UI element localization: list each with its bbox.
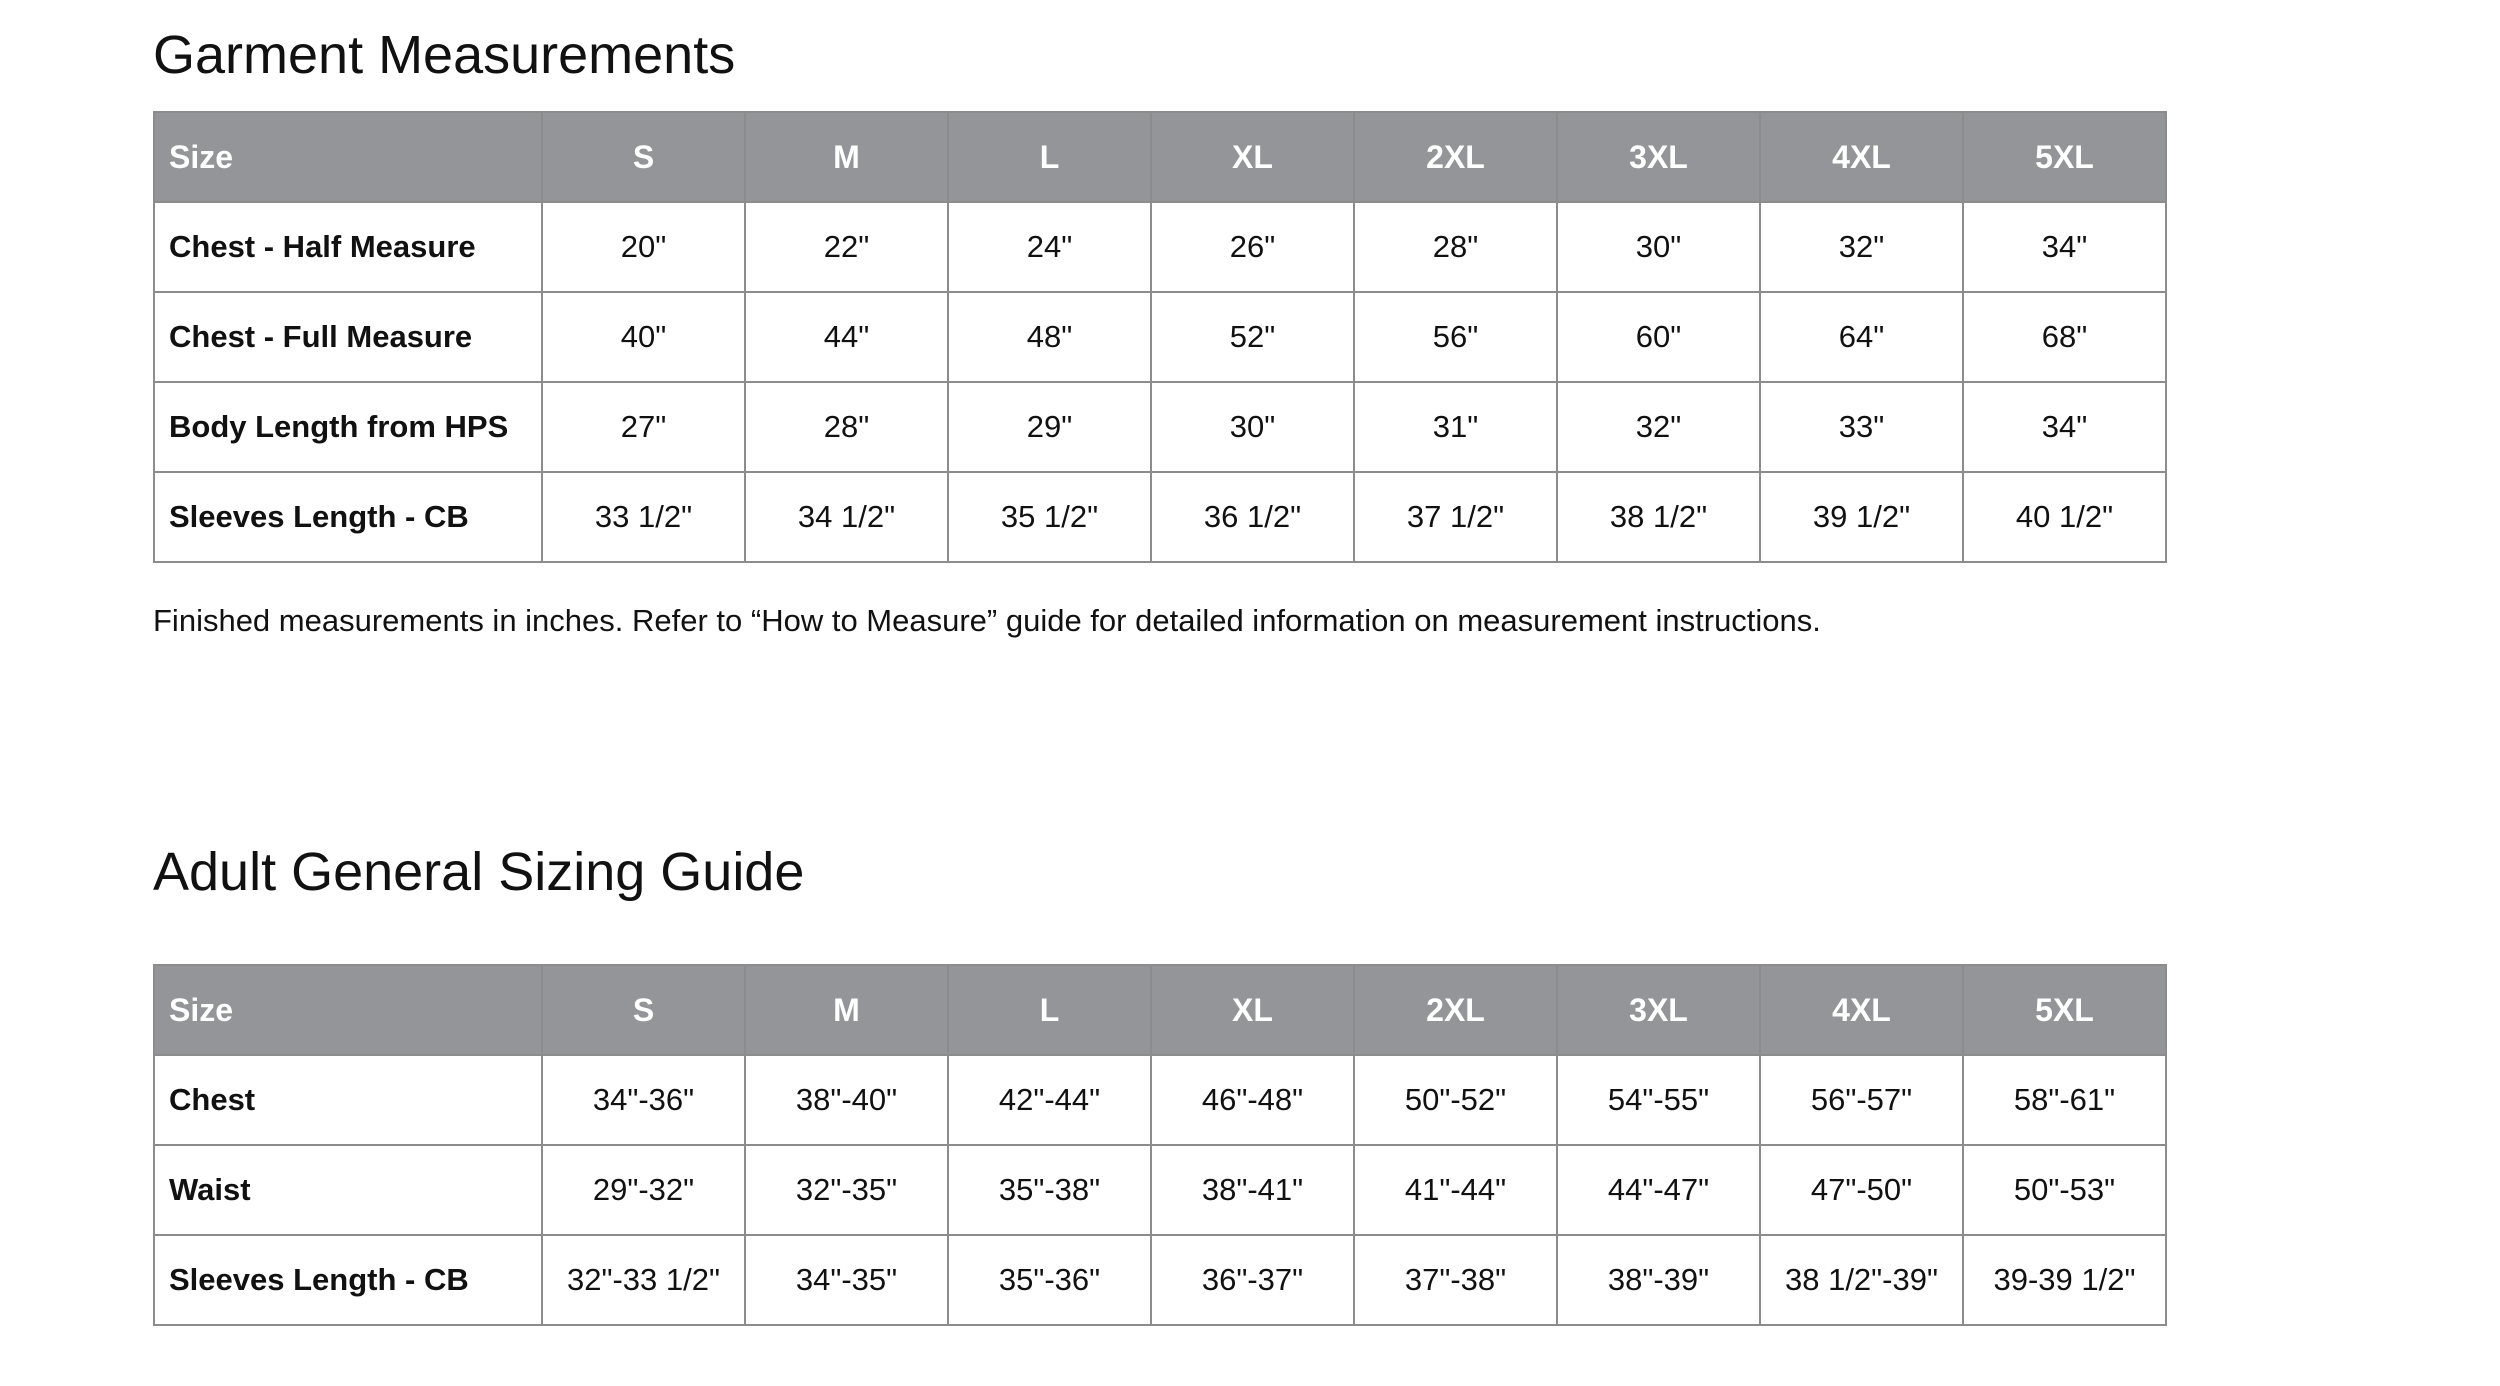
table-cell: 42"-44" — [948, 1055, 1151, 1145]
table-cell: 38 1/2"-39" — [1760, 1235, 1963, 1325]
header-size-2xl: 2XL — [1354, 112, 1557, 202]
table-cell: 41"-44" — [1354, 1145, 1557, 1235]
table-cell: 56"-57" — [1760, 1055, 1963, 1145]
table-cell: 48" — [948, 292, 1151, 382]
table-header-row — [154, 112, 2166, 202]
table-cell: 40 1/2" — [1963, 472, 2166, 562]
garment-measurements-title: Garment Measurements — [153, 25, 736, 85]
adult-sizing-guide-title: Adult General Sizing Guide — [153, 842, 805, 902]
row-label: Sleeves Length - CB — [154, 1235, 542, 1325]
table-cell: 35"-36" — [948, 1235, 1151, 1325]
adult-sizing-guide-table — [153, 964, 2167, 1326]
table-cell: 20" — [542, 202, 745, 292]
table-cell: 26" — [1151, 202, 1354, 292]
measurement-note: Finished measurements in inches. Refer to “How to Measure” guide for detailed information on measurement instructions. — [153, 603, 1821, 638]
table-row — [154, 202, 2166, 292]
header-size-m: M — [745, 112, 948, 202]
table-cell: 36"-37" — [1151, 1235, 1354, 1325]
table-row — [154, 292, 2166, 382]
header-size-xl: XL — [1151, 965, 1354, 1055]
header-size-3xl: 3XL — [1557, 965, 1760, 1055]
header-size-m: M — [745, 965, 948, 1055]
header-size-2xl: 2XL — [1354, 965, 1557, 1055]
table-cell: 46"-48" — [1151, 1055, 1354, 1145]
header-size-5xl: 5XL — [1963, 112, 2166, 202]
table-row — [154, 1055, 2166, 1145]
table-cell: 34"-35" — [745, 1235, 948, 1325]
table-cell: 58"-61" — [1963, 1055, 2166, 1145]
table-cell: 29"-32" — [542, 1145, 745, 1235]
row-label: Chest - Full Measure — [154, 292, 542, 382]
table-cell: 37 1/2" — [1354, 472, 1557, 562]
table-row — [154, 1235, 2166, 1325]
header-size-s: S — [542, 112, 745, 202]
table-cell: 33" — [1760, 382, 1963, 472]
table-cell: 54"-55" — [1557, 1055, 1760, 1145]
table-cell: 34 1/2" — [745, 472, 948, 562]
table-cell: 38"-39" — [1557, 1235, 1760, 1325]
row-label: Sleeves Length - CB — [154, 472, 542, 562]
table-cell: 30" — [1557, 202, 1760, 292]
table-row — [154, 1145, 2166, 1235]
table-cell: 50"-52" — [1354, 1055, 1557, 1145]
table-cell: 68" — [1963, 292, 2166, 382]
table-row — [154, 472, 2166, 562]
table-cell: 34"-36" — [542, 1055, 745, 1145]
garment-measurements-table — [153, 111, 2167, 563]
header-size-5xl: 5XL — [1963, 965, 2166, 1055]
table-cell: 38"-40" — [745, 1055, 948, 1145]
row-label: Body Length from HPS — [154, 382, 542, 472]
table-cell: 22" — [745, 202, 948, 292]
header-size-3xl: 3XL — [1557, 112, 1760, 202]
header-size-4xl: 4XL — [1760, 112, 1963, 202]
table-cell: 39 1/2" — [1760, 472, 1963, 562]
table-cell: 39-39 1/2" — [1963, 1235, 2166, 1325]
table-cell: 38"-41" — [1151, 1145, 1354, 1235]
table-cell: 32" — [1557, 382, 1760, 472]
table-cell: 34" — [1963, 202, 2166, 292]
table-cell: 37"-38" — [1354, 1235, 1557, 1325]
row-label: Waist — [154, 1145, 542, 1235]
table-cell: 47"-50" — [1760, 1145, 1963, 1235]
table-cell: 32"-33 1/2" — [542, 1235, 745, 1325]
row-label: Chest - Half Measure — [154, 202, 542, 292]
header-size-label: Size — [154, 112, 542, 202]
table-cell: 60" — [1557, 292, 1760, 382]
table-cell: 31" — [1354, 382, 1557, 472]
table-header-row — [154, 965, 2166, 1055]
header-size-s: S — [542, 965, 745, 1055]
table-cell: 29" — [948, 382, 1151, 472]
header-size-l: L — [948, 965, 1151, 1055]
table-cell: 32"-35" — [745, 1145, 948, 1235]
table-cell: 27" — [542, 382, 745, 472]
table-cell: 38 1/2" — [1557, 472, 1760, 562]
table-cell: 33 1/2" — [542, 472, 745, 562]
table-cell: 35"-38" — [948, 1145, 1151, 1235]
header-size-label: Size — [154, 965, 542, 1055]
table-cell: 24" — [948, 202, 1151, 292]
header-size-xl: XL — [1151, 112, 1354, 202]
table-cell: 44"-47" — [1557, 1145, 1760, 1235]
table-cell: 50"-53" — [1963, 1145, 2166, 1235]
table-row — [154, 382, 2166, 472]
header-size-4xl: 4XL — [1760, 965, 1963, 1055]
table-cell: 40" — [542, 292, 745, 382]
table-cell: 44" — [745, 292, 948, 382]
header-size-l: L — [948, 112, 1151, 202]
table-cell: 52" — [1151, 292, 1354, 382]
table-cell: 28" — [1354, 202, 1557, 292]
table-cell: 64" — [1760, 292, 1963, 382]
table-cell: 34" — [1963, 382, 2166, 472]
table-cell: 28" — [745, 382, 948, 472]
table-cell: 36 1/2" — [1151, 472, 1354, 562]
row-label: Chest — [154, 1055, 542, 1145]
table-cell: 32" — [1760, 202, 1963, 292]
table-cell: 35 1/2" — [948, 472, 1151, 562]
table-cell: 30" — [1151, 382, 1354, 472]
table-cell: 56" — [1354, 292, 1557, 382]
